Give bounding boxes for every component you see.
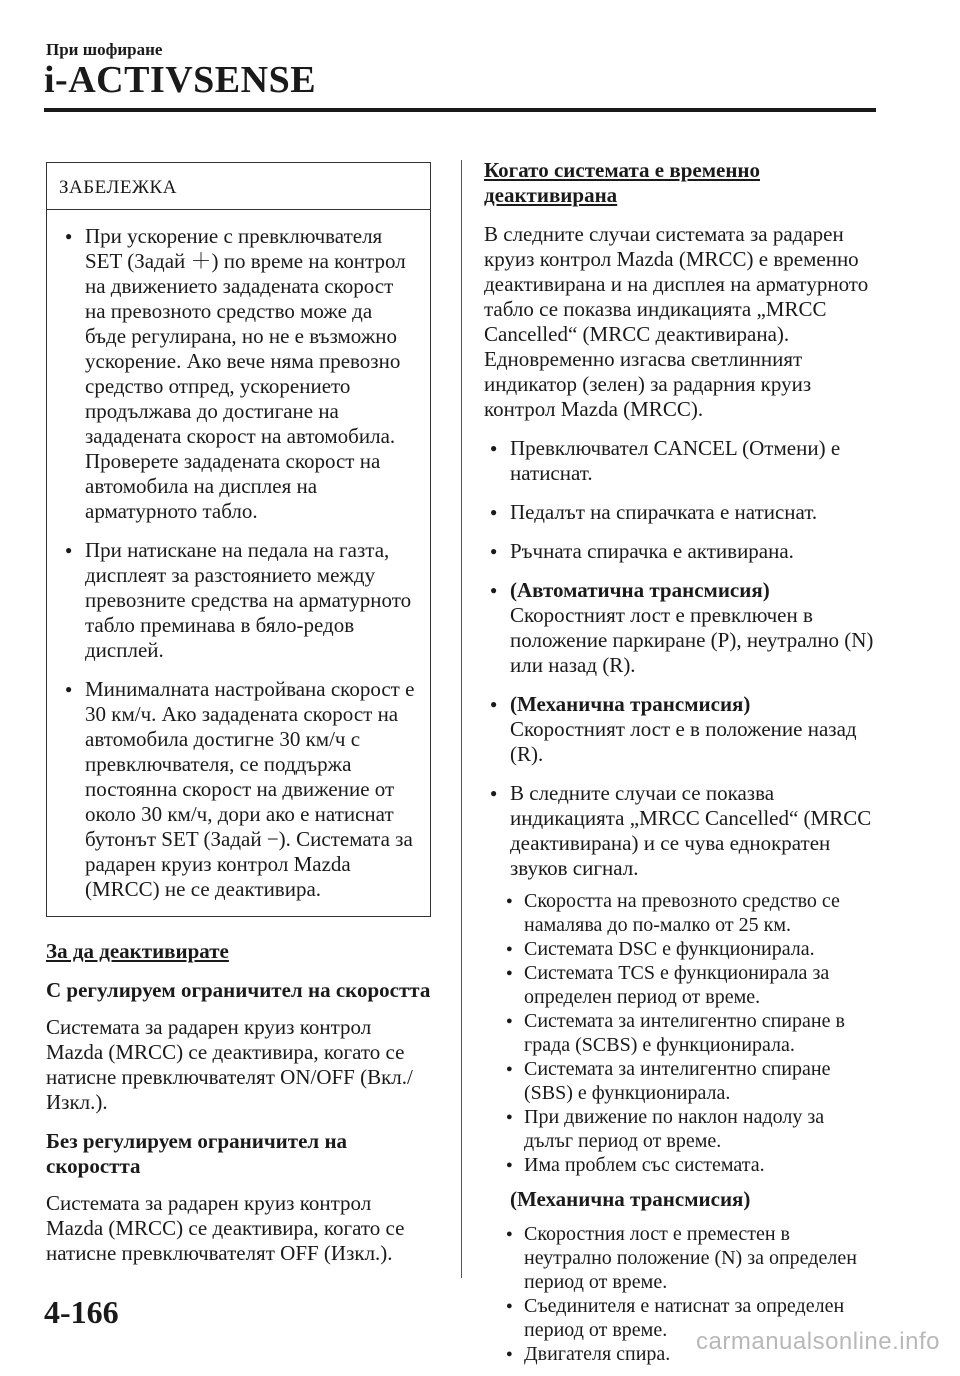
- with-limiter-text: Системата за радарен круиз контрол Mazda (MRCC) се деактивира, когато се натисне превключвателят ON/OFF (Вкл./Изкл.).: [46, 1015, 413, 1114]
- note-body: [47, 210, 430, 916]
- manual-sub-item: ● Скоростния лост е преместен в неутрално положение (N) за определен период от време.: [504, 1222, 876, 1294]
- signal-sub-list: [504, 889, 876, 1177]
- header-rule: [44, 108, 876, 112]
- note-title: ЗАБЕЛЕЖКА: [59, 177, 177, 198]
- note-list: [59, 224, 418, 902]
- note-item: ● При натискане на педала на газта, дисплеят за разстоянието между превозните средства на арматурното табло преминава в бяло-редов дисплей.: [59, 538, 418, 663]
- manual-sub-item: ● Съединителя е натиснат за определен период от време.: [504, 1294, 876, 1342]
- section-label: При шофиране: [46, 40, 163, 59]
- sub-item: ● Има проблем със системата.: [504, 1153, 876, 1177]
- condition-parking-brake: ● Ръчната спирачка е активирана.: [484, 539, 876, 564]
- without-limiter-text: Системата за радарен круиз контрол Mazda (MRCC) се деактивира, когато се натисне превключвателят OFF (Изкл.).: [46, 1191, 405, 1265]
- sub-item: ● Системата за интелигентно спиране в града (SCBS) е функционирала.: [504, 1009, 876, 1057]
- temporary-heading: Когато системата е временно деактивирана: [484, 158, 761, 207]
- with-limiter-heading: С регулируем ограничител на скоростта: [46, 978, 431, 1002]
- condition-brake-pedal: ● Педалът на спирачката е натиснат.: [484, 500, 876, 525]
- deactivate-heading: За да деактивирате: [46, 939, 229, 963]
- sub-item: ● При движение по наклон надолу за дълъг период от време.: [504, 1105, 876, 1153]
- sub-item: ● Скоростта на превозното средство се намалява до по-малко от 25 км.: [504, 889, 876, 937]
- page-title: i-ACTIVSENSE: [44, 59, 317, 101]
- sub-item: ● Системата за интелигентно спиране (SBS) е функционирала.: [504, 1057, 876, 1105]
- deactivation-conditions-list: [484, 436, 876, 881]
- note-box: [46, 162, 431, 917]
- temporary-intro: В следните случаи системата за радарен круиз контрол Mazda (MRCC) е временно деактивирана и на дисплея на арматурното табло се показва индикацията „MRCC Cancelled“ (MRCC деактивирана). Едновременно изгасва светлинният индикатор (зелен) за радарния круиз контрол Mazda (MRCC).: [484, 222, 869, 421]
- manual-sub-item: ● Двигателя спира.: [504, 1342, 876, 1366]
- note-item: ● При ускорение с превключвателя SET (Задай ＋) по време на контрол на движението зададената скорост на превозното средство може да бъде регулирана, но не е възможно ускорение. Ако вече няма превозно средство отпред, ускорението продължава до достигане на зададената скорост на автомобила. Проверете зададената скорост на автомобила на дисплея на арматурното табло.: [59, 224, 418, 524]
- sub-item: ● Системата DSC е функционирала.: [504, 937, 876, 961]
- right-column: [484, 158, 876, 1376]
- manual-text: Скоростният лост е в положение назад (R).: [510, 717, 857, 766]
- note-item: ● Минималната настройвана скорост е 30 км/ч. Ако зададената скорост на автомобила достигне 30 км/ч с превключвателя, се поддържа постоянна скорост на движение от около 30 км/ч, дори ако е натиснат бутонът SET (Задай −). Системата за радарен круиз контрол Mazda (MRCC) не се деактивира.: [59, 677, 418, 902]
- automatic-text: Скоростният лост е превключен в положение паркиране (P), неутрално (N) или назад (R).: [510, 603, 874, 677]
- condition-signal: ● В следните случаи се показва индикацията „MRCC Cancelled“ (MRCC деактивирана) и се чува еднократен звуков сигнал.: [484, 781, 876, 881]
- footer-watermark: carmanualsonline.info: [696, 1328, 940, 1355]
- manual-label: ● (Механична трансмисия): [510, 692, 751, 716]
- page-number: 4-166: [44, 1294, 119, 1330]
- column-divider: [461, 160, 462, 1278]
- condition-automatic: [484, 578, 876, 678]
- left-column: [46, 162, 431, 1280]
- without-limiter-heading: Без регулируем ограничител на скоростта: [46, 1129, 348, 1178]
- condition-manual: [484, 692, 876, 767]
- manual-sub-heading: (Механична трансмисия): [510, 1187, 751, 1211]
- condition-cancel: ● Превключвател CANCEL (Отмени) е натиснат.: [484, 436, 876, 486]
- automatic-label: ● (Автоматична трансмисия): [510, 578, 770, 602]
- sub-item: ● Системата TCS е функционирала за определен период от време.: [504, 961, 876, 1009]
